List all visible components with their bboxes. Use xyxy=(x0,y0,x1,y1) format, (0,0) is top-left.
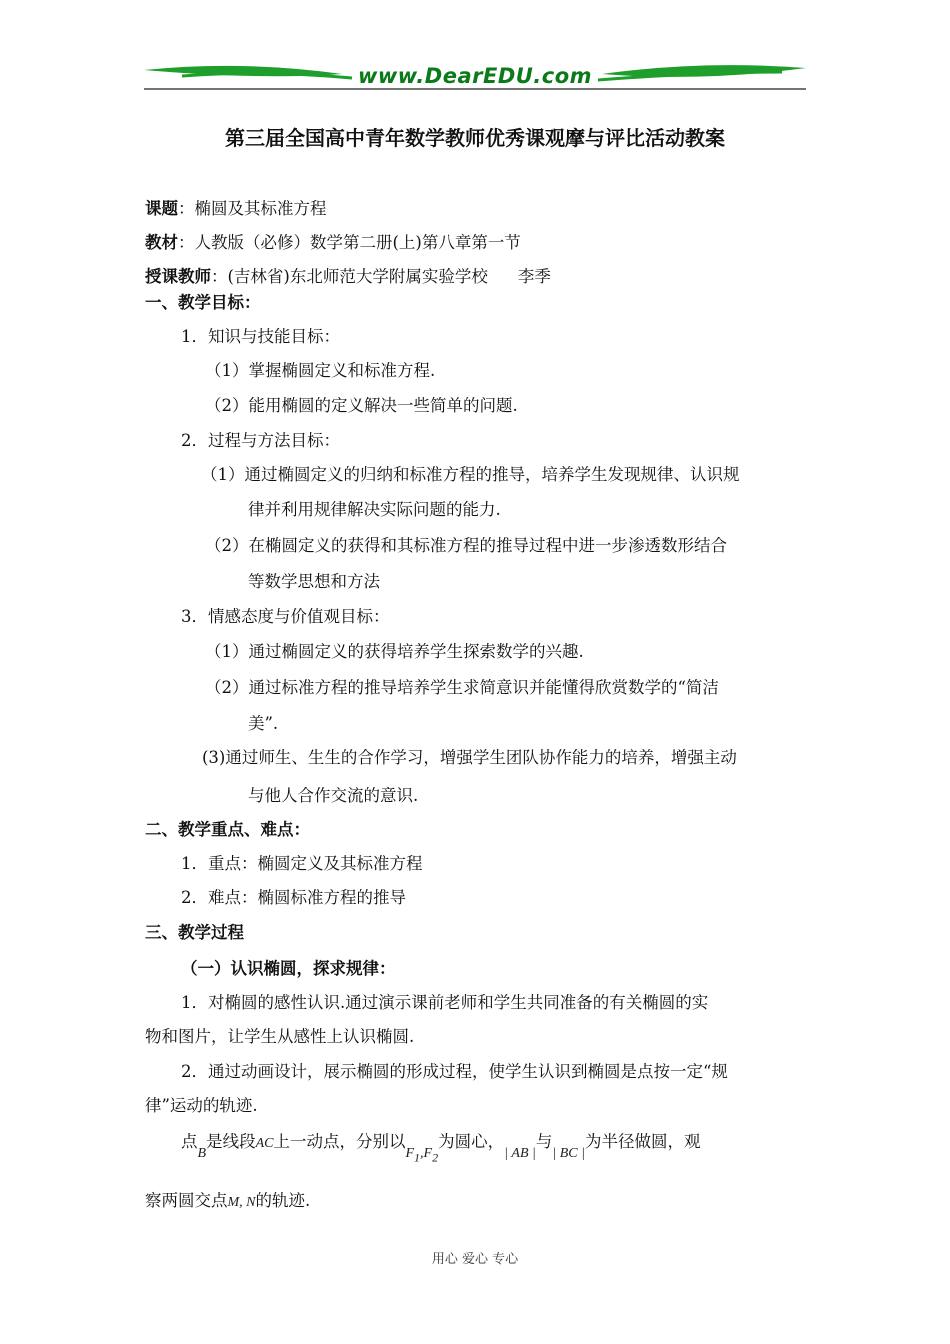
math-paragraph-line2 xyxy=(145,1190,310,1214)
math-foci: $F_1,F_2$ xyxy=(405,1146,439,1165)
section-2-heading: 二、教学重点、难点： xyxy=(145,820,310,839)
objective-3: 3．情感态度与价值观目标： xyxy=(181,607,390,626)
text-dian: 点 xyxy=(181,1132,198,1151)
paragraph-1-line1: 1．对椭圆的感性认识.通过演示课前老师和学生共同准备的有关椭圆的实 xyxy=(181,993,709,1012)
teacher-line xyxy=(145,266,551,288)
objective-3b-line1: （2）通过标准方程的推导培养学生求简意识并能懂得欣赏数学的“简洁 xyxy=(205,678,719,697)
section-1-heading: 一、教学目标： xyxy=(145,293,261,312)
math-mn: M, N xyxy=(227,1195,256,1210)
text-locus: 的轨迹. xyxy=(255,1191,311,1210)
paragraph-1-line2: 物和图片，让学生从感性上认识椭圆. xyxy=(145,1027,415,1046)
objective-1b: （2）能用椭圆的定义解决一些简单的问题. xyxy=(205,396,518,415)
paragraph-2-line2: 律”运动的轨迹. xyxy=(145,1096,258,1115)
key-point: 1．重点：椭圆定义及其标准方程 xyxy=(181,854,423,873)
topic-label: 课题 xyxy=(145,199,178,218)
text-and: 与 xyxy=(535,1132,553,1151)
teacher-name: 李季 xyxy=(517,267,551,286)
site-header xyxy=(142,58,808,98)
objective-1: 1．知识与技能目标： xyxy=(181,327,340,346)
math-bc: | BC | xyxy=(552,1146,585,1161)
text-center: 为圆心， xyxy=(438,1132,505,1151)
section-3-heading: 三、教学过程 xyxy=(145,923,244,942)
teacher-label: 授课教师 xyxy=(145,267,211,286)
textbook-line xyxy=(145,232,521,254)
text-intersection: 察两圆交点 xyxy=(145,1191,228,1210)
text-moving-point: 上一动点，分别以 xyxy=(273,1132,406,1151)
objective-3b-line2: 美”. xyxy=(248,714,279,733)
objective-2b-line1: （2）在椭圆定义的获得和其标准方程的推导过程中进一步渗透数形结合 xyxy=(205,536,727,555)
text-segment: 是线段 xyxy=(206,1132,256,1151)
paragraph-2-line1: 2．通过动画设计，展示椭圆的形成过程，使学生认识到椭圆是点按一定“规 xyxy=(181,1062,728,1081)
site-logo-text: www.DearEDU.com xyxy=(357,64,593,88)
teacher-value: ：(吉林省)东北师范大学附属实验学校 xyxy=(211,267,488,286)
document-title: 第三届全国高中青年数学教师优秀课观摩与评比活动教案 xyxy=(225,126,725,150)
text-radius: 为半径做圆，观 xyxy=(584,1132,701,1151)
math-ab: | AB | xyxy=(504,1146,536,1161)
math-ac: AC xyxy=(255,1136,274,1151)
textbook-label: 教材 xyxy=(145,233,178,252)
difficult-point: 2．难点：椭圆标准方程的推导 xyxy=(181,888,406,907)
objective-2a-line2: 律并利用规律解决实际问题的能力. xyxy=(248,500,501,519)
objective-2: 2．过程与方法目标： xyxy=(181,431,340,450)
objective-3a: （1）通过椭圆定义的获得培养学生探索数学的兴趣. xyxy=(205,642,584,661)
topic-value: ：椭圆及其标准方程 xyxy=(178,199,327,218)
topic-line xyxy=(145,198,327,220)
objective-2a-line1: （1）通过椭圆定义的归纳和标准方程的推导，培养学生发现规律、认识规 xyxy=(201,465,740,484)
textbook-value: ：人教版（必修）数学第二册(上)第八章第一节 xyxy=(178,233,521,252)
objective-2b-line2: 等数学思想和方法 xyxy=(248,572,380,591)
math-b: B xyxy=(197,1146,207,1161)
objective-3c-line2: 与他人合作交流的意识. xyxy=(248,786,419,805)
objective-3c-line1: (3)通过师生、生生的合作学习，增强学生团队协作能力的培养，增强主动 xyxy=(202,748,737,767)
objective-1a: （1）掌握椭圆定义和标准方程. xyxy=(205,361,436,380)
math-paragraph-line1 xyxy=(181,1131,701,1165)
page-footer: 用心 爱心 专心 xyxy=(431,1252,519,1267)
subsection-heading: （一）认识椭圆，探求规律： xyxy=(181,959,396,978)
